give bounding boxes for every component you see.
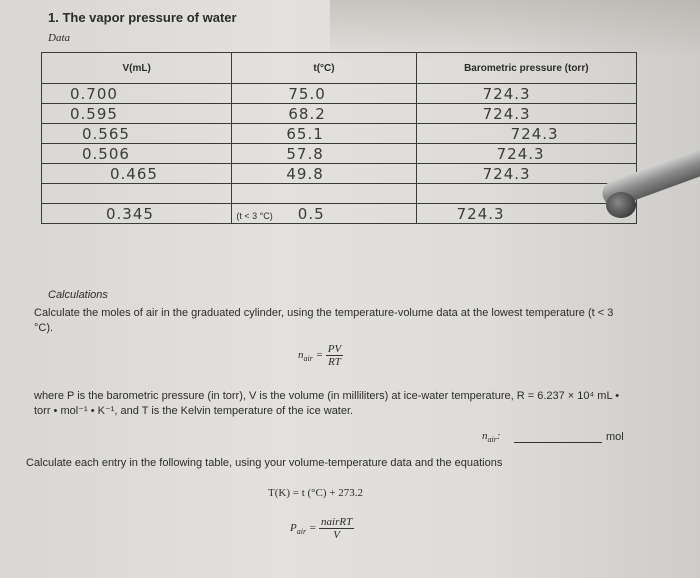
cell-pressure: 724.3 xyxy=(456,204,505,223)
cell-temp: 68.2 xyxy=(288,104,326,123)
table-row xyxy=(42,144,637,164)
table-row xyxy=(42,104,637,124)
problem-title: 1. The vapor pressure of water xyxy=(48,10,237,25)
cell-volume: 0.595 xyxy=(70,104,118,123)
data-table xyxy=(41,52,637,224)
data-label: Data xyxy=(48,32,70,44)
table-row xyxy=(42,84,637,104)
calculations-heading: Calculations xyxy=(48,289,108,301)
photo-shadow xyxy=(330,0,700,60)
equation-pair: $P_{air}$ = $\frac{\text{nairRT}}{V}$ xyxy=(290,516,353,541)
cell-temp: 0.5 xyxy=(297,204,325,223)
cell-pressure: 724.3 xyxy=(510,124,559,143)
header-volume: V(mL) xyxy=(42,53,232,84)
cell-temp: 57.8 xyxy=(286,144,324,163)
header-temp: t(°C) xyxy=(232,53,416,84)
equation-nair: $n_{air}$ = $\frac{PV}{RT}$ xyxy=(298,343,342,368)
cell-pressure: 724.3 xyxy=(482,84,531,103)
instruction2-text: Calculate each entry in the following table, using your volume-temperature data and the equations xyxy=(26,457,503,469)
cell-temp: 75.0 xyxy=(288,84,326,103)
table-row-ice xyxy=(42,204,637,224)
cell-volume: 0.565 xyxy=(82,124,130,143)
equation-kelvin: T(K) = t (°C) + 273.2 xyxy=(268,487,364,499)
cell-volume: 0.506 xyxy=(82,144,130,163)
table-row-empty xyxy=(42,184,637,204)
rod-end xyxy=(606,192,636,218)
cell-temp: 65.1 xyxy=(286,124,324,143)
cell-volume: 0.345 xyxy=(106,204,154,223)
temp-note: (t < 3 °C) xyxy=(236,210,273,221)
nair-answer-line[interactable] xyxy=(514,442,602,443)
where-text: where P is the barometric pressure (in torr), V is the volume (in milliliters) at ice-water temperature, R = 6.237 × 10⁴ mL • torr • mol⁻¹ • K⁻¹, and T is the Kelvin temperature of the ice water. xyxy=(34,390,620,417)
cell-pressure: 724.3 xyxy=(496,144,545,163)
header-pressure: Barometric pressure (torr) xyxy=(416,53,636,84)
nair-unit: mol xyxy=(606,431,624,443)
table-row xyxy=(42,164,637,184)
cell-temp: 49.8 xyxy=(286,164,324,183)
instruction-text: Calculate the moles of air in the graduated cylinder, using the temperature-volume data at the lowest temperature (t < 3 °C). xyxy=(34,307,614,334)
nair-label: $n_{air}$: xyxy=(482,430,501,445)
cell-pressure: 724.3 xyxy=(482,164,531,183)
table-row xyxy=(42,124,637,144)
cell-volume: 0.465 xyxy=(110,164,158,183)
cell-pressure: 724.3 xyxy=(482,104,531,123)
cell-volume: 0.700 xyxy=(70,84,118,103)
